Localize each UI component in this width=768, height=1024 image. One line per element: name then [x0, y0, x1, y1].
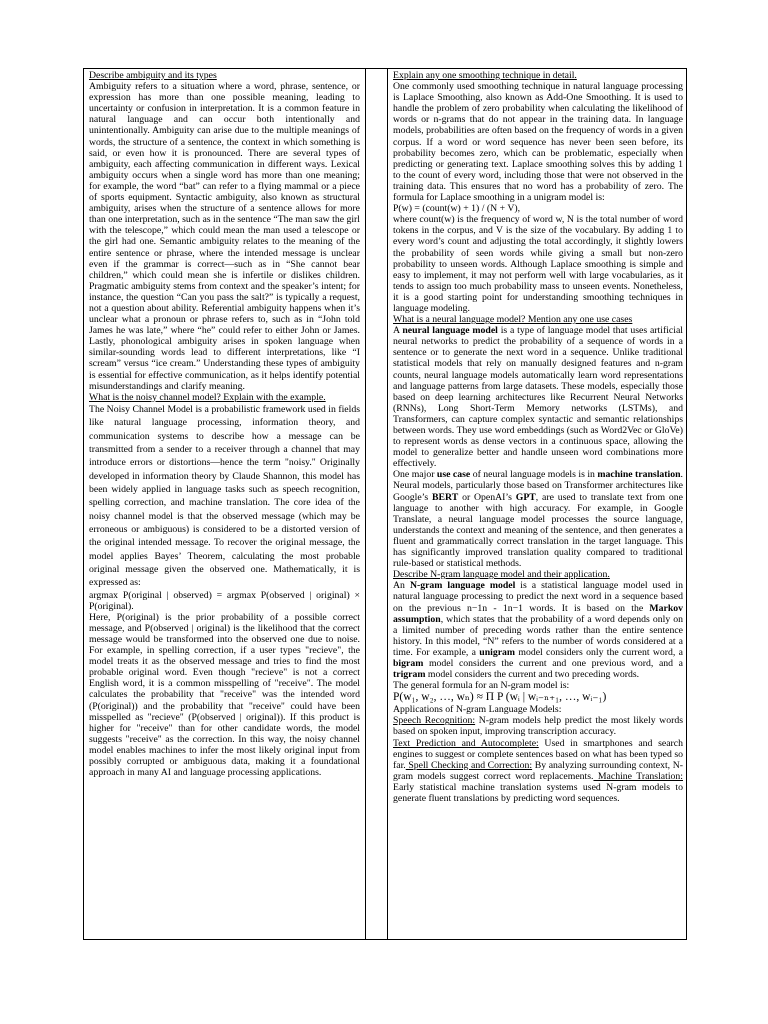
smoothing-body: One commonly used smoothing technique in natural language processing is Laplace Smoothing, also known as Add-One Smoothing. It is used to handle the problem of zero probability when calculating the likelihood of words or n-grams that do not appear in the training data. In language models, probabilities are often based on the frequency of words in a given corpus. If a word or word sequence has never been seen before, its probability becomes zero, which can be problematic, especially when predicting or generating text. Laplace smoothing solves this by adding 1 to the count of every word, including those that were not observed in the training data. This ensures that no word has a probability of zero. The formula for Laplace smoothing in a unigram model is: [393, 81, 683, 204]
smoothing-explanation: where count(w) is the frequency of word w, N is the total number of word tokens in the corpus, and V is the size of the vocabulary. By adding 1 to every word’s count and adjusting the total accordingly, it slightly lowers the probability of seen words while giving a small but non-zero probability to unseen words. Although Laplace smoothing is simple and easy to implement, it may not perform well with large vocabularies, as it tends to assign too much probability mass to unseen events. Nonetheless, it is a good starting point for understanding smoothing techniques in language modeling. [393, 214, 683, 314]
noisy-channel-formula: argmax P(original | observed) = argmax P(observed | original) × P(original). [89, 589, 360, 612]
empty-column [366, 69, 388, 939]
app-spell-check-label: Spell Checking and Correction: [405, 759, 533, 771]
noisy-channel-heading: What is the noisy channel model? Explain with the example. [89, 391, 326, 403]
ngram-applications-title: Applications of N-gram Language Models: [393, 704, 562, 716]
ambiguity-body: Ambiguity refers to a situation where a word, phrase, sentence, or expression has more than one possible meaning, leading to uncertainty or confusion in interpretation. It is a common feature in natural language and can occur both intentionally and unintentionally. Ambiguity can arise due to the multiple meanings of words, the structure of a sentence, the context in which something is said, or even how it is pronounced. There are several types of ambiguity, each affecting communication in different ways. Lexical ambiguity occurs when a single word has more than one meaning; for example, the word “bat” can refer to a flying mammal or a piece of sports equipment. Syntactic ambiguity, also known as structural ambiguity, arises when the structure of a sentence allows for more than one interpretation, such as in the sentence “The man saw the girl with the telescope,” which could mean the man used a telescope or the girl had one. Semantic ambiguity relates to the meaning of the entire sentence or phrase, where the intended message is unclear even if the grammar is correct—such as in “She cannot bear children,” which could mean she is infertile or dislikes children. Pragmatic ambiguity stems from context and the speaker’s intent; for instance, the question “Can you pass the salt?” is typically a request, not a question about ability. Referential ambiguity happens when it’s unclear what a pronoun or phrase refers to, such as in “John told James he was late,” where “he” could refer to either John or James. Lastly, phonological ambiguity arises in spoken language when similar-sounding words lead to different interpretations, like “I scream” versus “ice cream.” Understanding these types of ambiguity is essential for effective communication, as it helps identify potential misunderstandings and clarify meaning. [89, 81, 361, 392]
neural-lm-definition: A neural language model is a type of language model that uses artificial neural networks to predict the probability of a sequence of words in a sentence or to generate the next word in a sequence. Unlike traditional statistical models that rely on manually designed features and n-gram counts, neural language models automatically learn word representations and language patterns from large datasets. These models, especially those based on deep learning architectures like Recurrent Neural Networks (RNNs), Long Short-Term Memory networks (LSTMs), and Transformers, can capture complex syntactic and semantic relationships between words. They use word embeddings (such as Word2Vec or GloVe) to represent words as dense vectors in a continuous space, allowing the model to generalize better and handle unseen word combinations more effectively. [393, 325, 683, 470]
document-table [83, 68, 687, 940]
ngram-general-formula-intro: The general formula for an N-gram model is: [393, 680, 570, 692]
ngram-definition: An N-gram language model is a statistical language model used in natural language processing to predict the next word in a sequence based on the previous n−1n - 1n−1 words. It is based on the Markov assumption, which states that the probability of a word depends only on a limited number of preceding words rather than the entire sentence history. In this model, “N” refers to the number of words considered at a time. For example, a unigram model considers only the current word, a bigram model considers the current and one previous word, and a trigram model considers the current and two preceding words. [393, 580, 683, 681]
ngram-formula: P(w₁, w₂, …, wₙ) ≈ Π P (wᵢ | wᵢ₋ₙ₊₁, …, wᵢ₋₁) [393, 691, 607, 704]
left-column [84, 69, 366, 939]
smoothing-heading: Explain any one smoothing technique in detail. [393, 70, 577, 81]
app-speech-label: Speech Recognition: [393, 715, 476, 727]
ngram-applications-list: Speech Recognition: N-gram models help predict the most likely words based on spoken input, improving transcription accuracy. Text Prediction and Autocomplete: Used in smartphones and search engines to suggest or complete sentences based on what has been typed so far. Spell Checking and Correction: By analyzing surrounding context, N-gram models suggest correct word replacements. Machine Translation: Early statistical machine translation systems used N-gram models to generate fluent translations by predicting word sequences. [393, 715, 683, 804]
right-column [388, 69, 686, 939]
laplace-formula: P(w) = (count(w) + 1) / (N + V), [393, 203, 521, 215]
ngram-heading: Describe N-gram language model and their application. [393, 569, 610, 581]
noisy-channel-body: The Noisy Channel Model is a probabilistic framework used in fields like natural language processing, information theory, and communication systems to describe how a message can be transmitted from a sender to a receiver through a channel that may introduce errors or distortions—hence the term "noisy." Originally developed in information theory by Claude Shannon, this model has been widely applied in language tasks such as speech recognition, spelling correction, and machine translation. The core idea of the noisy channel model is that the observed message (which may be erroneous or ambiguous) is considered to be a distorted version of the original intended message. To recover the original message, the model applies Bayes’ Theorem, calculating the most probable original message given the observed one. Mathematically, it is expressed as: [89, 403, 360, 589]
app-text-prediction-label: Text Prediction and Autocomplete: [393, 737, 539, 749]
neural-lm-heading: What is a neural language model? Mention any one use cases [393, 314, 633, 326]
ambiguity-heading: Describe ambiguity and its types [89, 70, 217, 81]
noisy-channel-explanation: Here, P(original) is the prior probability of a possible correct message, and P(observed | original) is the likelihood that the correct message would be transformed into the observed one due to noise. For example, in spelling correction, if a user types "recieve", the model treats it as the observed message and tries to find the most probable original word. Even though "recieve" is not a correct English word, it is a common misspelling of "receive". The model calculates the probability that "receive" was the intended word (P(original)) and the probability that "receive" could have been misspelled as "recieve" (P(observed | original)). If this product is higher for "receive" than for other candidate words, the model suggests "receive" as the correction. In this way, the noisy channel model enables machines to infer the most likely original input from possibly corrupted or ambiguous data, making it a foundational approach in many AI and language processing applications. [89, 611, 360, 779]
neural-lm-use-case: One major use case of neural language models is in machine translation. Neural models, particularly those based on Transformer architectures like Google’s BERT or OpenAI’s GPT, are used to translate text from one language to another with high accuracy. For example, in Google Translate, a neural language model processes the source language, understands the context and meaning of the sentence, and then generates a fluent and grammatically correct translation in the target language. This has significantly improved translation quality compared to traditional rule-based or statistical methods. [393, 469, 683, 570]
app-machine-translation-label: Machine Translation: [593, 770, 683, 782]
